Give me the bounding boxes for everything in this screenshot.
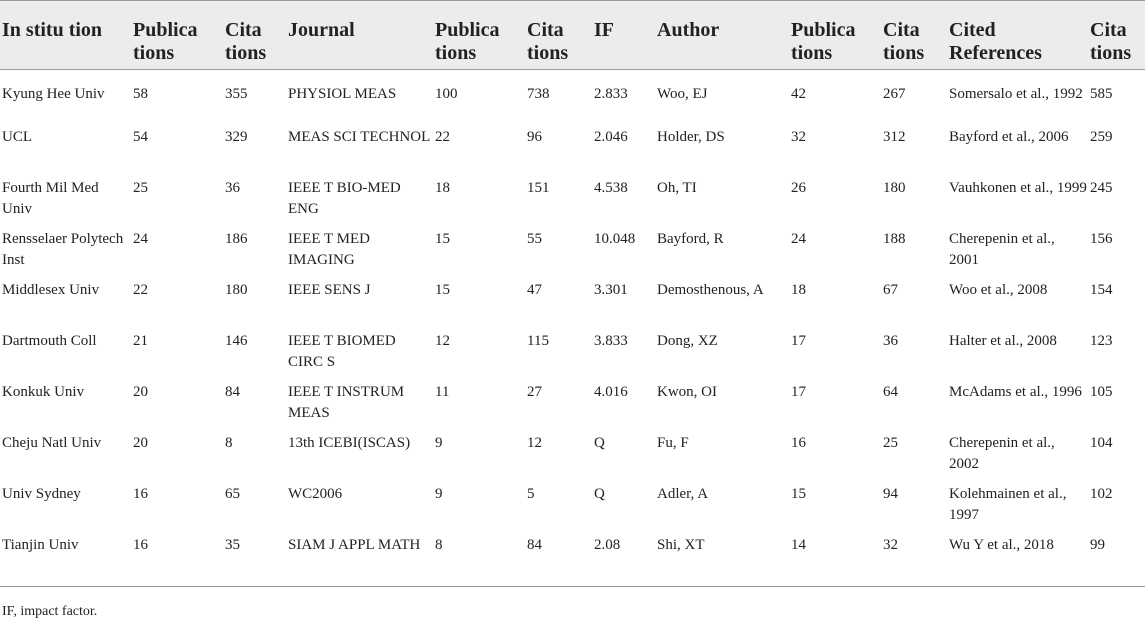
column-header: Publica tions: [789, 1, 881, 70]
table-cell: Tianjin Univ: [0, 535, 131, 587]
table-cell: 13th ICEBI(ISCAS): [288, 434, 411, 451]
table-cell: 21: [133, 332, 148, 349]
column-header: IF: [592, 1, 655, 70]
table-row: [0, 331, 1145, 382]
table-cell: 12: [527, 434, 542, 451]
column-header: Journal: [286, 1, 433, 70]
table-cell: 15: [435, 281, 450, 298]
table-cell: Q: [594, 485, 605, 502]
table-cell: 186: [225, 230, 248, 247]
table-cell: 4.016: [594, 383, 628, 400]
column-header: Publica tions: [131, 1, 223, 70]
table-cell: IEEE T BIO-MED ENG: [288, 179, 401, 217]
table-cell: 25: [133, 179, 148, 196]
column-header: Publica tions: [433, 1, 525, 70]
table-cell: IEEE T MED IMAGING: [288, 230, 370, 268]
table-cell: 2.833: [594, 86, 628, 102]
table-cell: Q: [594, 434, 605, 451]
table-cell: 16: [791, 434, 806, 451]
table-cell: Cherepenin et al., 2002: [949, 434, 1055, 472]
table-cell: 36: [225, 179, 240, 196]
table-row: [0, 70, 1145, 127]
table-cell: 355: [225, 86, 248, 102]
table-cell: Cheju Natl Univ: [2, 434, 102, 451]
table-cell: 14: [789, 535, 881, 587]
table-cell: 259: [1090, 128, 1113, 145]
table-cell: 156: [1090, 230, 1113, 247]
table-cell: Bayford et al., 2006: [949, 128, 1069, 145]
table-cell: Dong, XZ: [657, 332, 718, 349]
table-header: [0, 1, 1145, 70]
table-cell: 245: [1090, 179, 1113, 196]
table-cell: 24: [791, 230, 806, 247]
table-cell: 67: [883, 281, 898, 298]
table-cell: 102: [1090, 485, 1113, 502]
table-cell: 3.833: [594, 332, 628, 349]
table-cell: Rensselaer Polytech Inst: [2, 230, 124, 268]
table-cell: 104: [1090, 434, 1113, 451]
header-row: [0, 1, 1145, 70]
column-header: Author: [655, 1, 789, 70]
footnote: IF, impact factor.: [2, 604, 98, 619]
table-cell: 10.048: [594, 230, 636, 247]
table-cell: 738: [527, 86, 550, 102]
column-header: Cita tions: [1088, 1, 1145, 70]
table-cell: Adler, A: [657, 485, 709, 502]
column-header: Cita tions: [223, 1, 286, 70]
table-cell: 47: [527, 281, 542, 298]
table-cell: 32: [791, 128, 806, 145]
table-cell: Demosthenous, A: [657, 281, 764, 298]
table-cell: 25: [883, 434, 898, 451]
table-cell: 94: [883, 485, 898, 502]
table-cell: 17: [791, 332, 806, 349]
table-cell: Oh, TI: [657, 179, 697, 196]
table-cell: 84: [225, 383, 240, 400]
table-cell: 64: [883, 383, 898, 400]
column-header: Cited References: [947, 1, 1088, 70]
table-cell: 18: [435, 179, 450, 196]
table-cell: 99: [1088, 535, 1145, 587]
table-cell: 105: [1090, 383, 1113, 400]
table-cell: Woo et al., 2008: [949, 281, 1048, 298]
table-cell: Middlesex Univ: [2, 281, 100, 298]
table-cell: Dartmouth Coll: [2, 332, 97, 349]
table-cell: 2.046: [594, 128, 628, 145]
table-cell: Bayford, R: [657, 230, 724, 247]
table-row: [0, 484, 1145, 535]
table-cell: 180: [883, 179, 906, 196]
table-cell: 16: [133, 485, 148, 502]
table-cell: UCL: [2, 128, 32, 145]
table-row: [0, 280, 1145, 331]
table-cell: WC2006: [288, 485, 343, 502]
table-cell: Woo, EJ: [657, 86, 708, 102]
table-cell: 180: [225, 281, 248, 298]
table-cell: Konkuk Univ: [2, 383, 85, 400]
table-cell: 15: [791, 485, 806, 502]
table-cell: 312: [883, 128, 906, 145]
table-cell: MEAS SCI TECHNOL: [288, 128, 431, 145]
table-cell: Vauhkonen et al., 1999: [949, 179, 1087, 196]
table-cell: Fourth Mil Med Univ: [2, 179, 99, 217]
table-cell: IEEE T BIOMED CIRC S: [288, 332, 396, 370]
table-cell: 96: [527, 128, 542, 145]
column-header: Cita tions: [881, 1, 947, 70]
table-cell: 5: [527, 485, 535, 502]
table-cell: 16: [131, 535, 223, 587]
table-cell: 27: [527, 383, 542, 400]
table-cell: 36: [883, 332, 898, 349]
table-cell: 84: [525, 535, 592, 587]
table-cell: 22: [435, 128, 450, 145]
table-cell: 3.301: [594, 281, 628, 298]
table-row: [0, 127, 1145, 178]
table-cell: McAdams et al., 1996: [949, 383, 1082, 400]
table-cell: 58: [133, 86, 148, 102]
table-row: [0, 382, 1145, 433]
table-cell: 18: [791, 281, 806, 298]
table-cell: Fu, F: [657, 434, 689, 451]
table-cell: 188: [883, 230, 906, 247]
table-cell: 17: [791, 383, 806, 400]
table-cell: 115: [527, 332, 549, 349]
table-cell: SIAM J APPL MATH: [286, 535, 433, 587]
table-cell: 8: [433, 535, 525, 587]
table-row: [0, 229, 1145, 280]
table-cell: 54: [133, 128, 148, 145]
table-cell: IEEE T INSTRUM MEAS: [288, 383, 405, 421]
table-cell: Cherepenin et al., 2001: [949, 230, 1055, 268]
table-cell: Holder, DS: [657, 128, 725, 145]
table-cell: 123: [1090, 332, 1113, 349]
table-cell: Univ Sydney: [2, 485, 81, 502]
table-cell: 9: [435, 485, 443, 502]
table-cell: 32: [881, 535, 947, 587]
table-cell: Wu Y et al., 2018: [947, 535, 1088, 587]
table-cell: 65: [225, 485, 240, 502]
table-row: [0, 433, 1145, 484]
table-cell: 9: [435, 434, 443, 451]
table-cell: 154: [1090, 281, 1113, 298]
table-cell: 42: [791, 86, 806, 102]
table-cell: 146: [225, 332, 248, 349]
table-cell: 2.08: [592, 535, 655, 587]
table-row: [0, 178, 1145, 229]
table-cell: 26: [791, 179, 806, 196]
table-cell: 8: [225, 434, 233, 451]
column-header: In stitu tion: [0, 1, 131, 70]
table-cell: 585: [1090, 86, 1113, 102]
table-cell: 151: [527, 179, 550, 196]
table-row: [0, 535, 1145, 587]
table-cell: PHYSIOL MEAS: [288, 86, 397, 102]
table-cell: Kwon, OI: [657, 383, 717, 400]
table-cell: 20: [133, 383, 148, 400]
table-cell: 267: [883, 86, 906, 102]
table-cell: 4.538: [594, 179, 628, 196]
table-cell: 20: [133, 434, 148, 451]
table-cell: IEEE SENS J: [288, 281, 371, 298]
table-cell: Somersalo et al., 1992: [949, 86, 1083, 102]
table-cell: 15: [435, 230, 450, 247]
table-cell: 35: [223, 535, 286, 587]
table-cell: 24: [133, 230, 148, 247]
table-body: [0, 70, 1145, 587]
table-cell: Shi, XT: [655, 535, 789, 587]
table-cell: 329: [225, 128, 248, 145]
table-cell: 55: [527, 230, 542, 247]
table-cell: Halter et al., 2008: [949, 332, 1057, 349]
table-cell: 12: [435, 332, 450, 349]
column-header: Cita tions: [525, 1, 592, 70]
table-cell: 100: [435, 86, 458, 102]
table-cell: Kolehmainen et al., 1997: [949, 485, 1067, 523]
table-cell: 11: [435, 383, 450, 400]
table-cell: 22: [133, 281, 148, 298]
table-cell: Kyung Hee Univ: [2, 86, 105, 102]
